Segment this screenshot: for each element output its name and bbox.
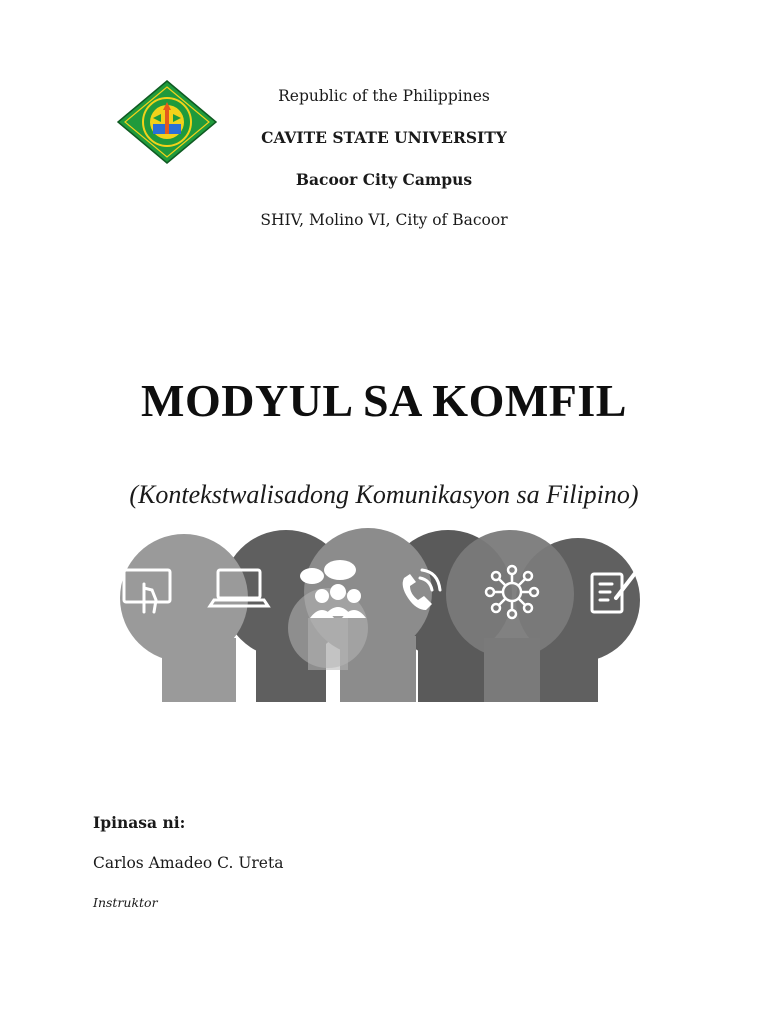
header-university: CAVITE STATE UNIVERSITY: [261, 128, 507, 147]
header-campus: Bacoor City Campus: [295, 170, 473, 189]
author-role: Instruktor: [93, 895, 158, 910]
module-subtitle: (Kontekstwalisadong Komunikasyon sa Filipino): [129, 480, 639, 509]
header-republic: Republic of the Philippines: [278, 87, 490, 105]
head-1: [120, 534, 248, 702]
header-address: SHIV, Molino VI, City of Bacoor: [260, 211, 508, 229]
communication-heads-illustration: [118, 528, 642, 703]
author-name: Carlos Amadeo C. Ureta: [93, 854, 284, 872]
submitted-by-label: Ipinasa ni:: [93, 813, 186, 832]
module-title: MODYUL SA KOMFIL: [141, 375, 627, 426]
